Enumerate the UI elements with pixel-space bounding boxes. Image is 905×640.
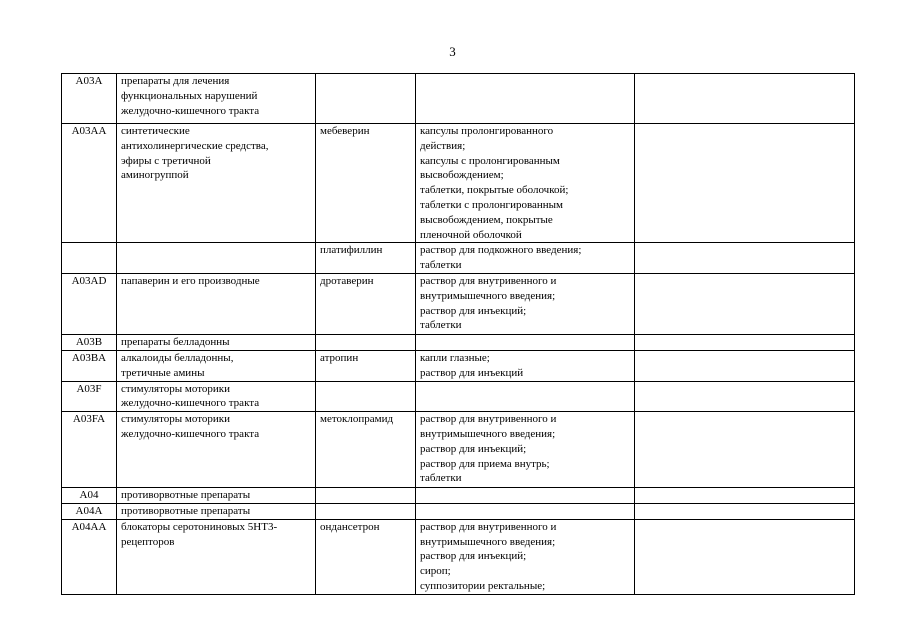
atc-code-cell: A04 bbox=[62, 488, 117, 504]
drug-name-cell: атропин bbox=[316, 350, 416, 381]
dosage-form-cell bbox=[416, 503, 635, 519]
atc-name-cell: противорвотные препараты bbox=[117, 488, 316, 504]
note-cell bbox=[635, 243, 855, 274]
note-cell bbox=[635, 334, 855, 350]
dosage-form-cell: раствор для подкожного введения; таблетки bbox=[416, 243, 635, 274]
drug-table-body bbox=[62, 74, 855, 595]
note-cell bbox=[635, 124, 855, 243]
drug-name-cell bbox=[316, 74, 416, 124]
atc-name-cell: противорвотные препараты bbox=[117, 503, 316, 519]
atc-name-cell: алкалоиды белладонны, третичные амины bbox=[117, 350, 316, 381]
table-row bbox=[62, 124, 855, 243]
atc-name-cell bbox=[117, 243, 316, 274]
note-cell bbox=[635, 503, 855, 519]
dosage-form-cell: раствор для внутривенного и внутримышечного введения; раствор для инъекций; раствор для приема внутрь; таблетки bbox=[416, 412, 635, 488]
atc-code-cell: A03FA bbox=[62, 412, 117, 488]
table-row bbox=[62, 273, 855, 334]
drug-name-cell bbox=[316, 503, 416, 519]
atc-name-cell: папаверин и его производные bbox=[117, 273, 316, 334]
dosage-form-cell bbox=[416, 74, 635, 124]
atc-name-cell: синтетические антихолинергические средства, эфиры с третичной аминогруппой bbox=[117, 124, 316, 243]
note-cell bbox=[635, 488, 855, 504]
table-row bbox=[62, 412, 855, 488]
drug-name-cell: метоклопрамид bbox=[316, 412, 416, 488]
dosage-form-cell bbox=[416, 381, 635, 412]
table-row bbox=[62, 74, 855, 124]
atc-name-cell: препараты белладонны bbox=[117, 334, 316, 350]
drug-name-cell bbox=[316, 488, 416, 504]
dosage-form-cell: раствор для внутривенного и внутримышечного введения; раствор для инъекций; таблетки bbox=[416, 273, 635, 334]
dosage-form-cell bbox=[416, 334, 635, 350]
drug-name-cell bbox=[316, 381, 416, 412]
drug-name-cell bbox=[316, 334, 416, 350]
note-cell bbox=[635, 412, 855, 488]
note-cell bbox=[635, 381, 855, 412]
atc-code-cell bbox=[62, 243, 117, 274]
note-cell bbox=[635, 74, 855, 124]
dosage-form-cell: капли глазные; раствор для инъекций bbox=[416, 350, 635, 381]
atc-name-cell: стимуляторы моторики желудочно-кишечного тракта bbox=[117, 412, 316, 488]
note-cell bbox=[635, 350, 855, 381]
table-row bbox=[62, 519, 855, 594]
table-row bbox=[62, 243, 855, 274]
drug-name-cell: дротаверин bbox=[316, 273, 416, 334]
drug-name-cell: ондансетрон bbox=[316, 519, 416, 594]
drug-name-cell: мебеверин bbox=[316, 124, 416, 243]
atc-name-cell: стимуляторы моторики желудочно-кишечного тракта bbox=[117, 381, 316, 412]
atc-code-cell: A03AA bbox=[62, 124, 117, 243]
drug-name-cell: платифиллин bbox=[316, 243, 416, 274]
dosage-form-cell: капсулы пролонгированного действия; капсулы с пролонгированным высвобождением; таблетки, покрытые оболочкой; таблетки с пролонгированным высвобождением, покрытые пленочной оболочкой bbox=[416, 124, 635, 243]
note-cell bbox=[635, 273, 855, 334]
table-row bbox=[62, 503, 855, 519]
page-number: 3 bbox=[449, 44, 456, 59]
atc-code-cell: A03AD bbox=[62, 273, 117, 334]
table-row bbox=[62, 381, 855, 412]
atc-code-cell: A04A bbox=[62, 503, 117, 519]
table-row bbox=[62, 350, 855, 381]
atc-code-cell: A04AA bbox=[62, 519, 117, 594]
note-cell bbox=[635, 519, 855, 594]
table-row bbox=[62, 488, 855, 504]
table-row bbox=[62, 334, 855, 350]
atc-code-cell: A03B bbox=[62, 334, 117, 350]
dosage-form-cell: раствор для внутривенного и внутримышечного введения; раствор для инъекций; сироп; суппозитории ректальные; bbox=[416, 519, 635, 594]
atc-code-cell: A03F bbox=[62, 381, 117, 412]
atc-name-cell: препараты для лечения функциональных нарушений желудочно-кишечного тракта bbox=[117, 74, 316, 124]
atc-code-cell: A03A bbox=[62, 74, 117, 124]
dosage-form-cell bbox=[416, 488, 635, 504]
drug-table bbox=[61, 73, 855, 595]
atc-name-cell: блокаторы серотониновых 5НТ3- рецепторов bbox=[117, 519, 316, 594]
atc-code-cell: A03BA bbox=[62, 350, 117, 381]
